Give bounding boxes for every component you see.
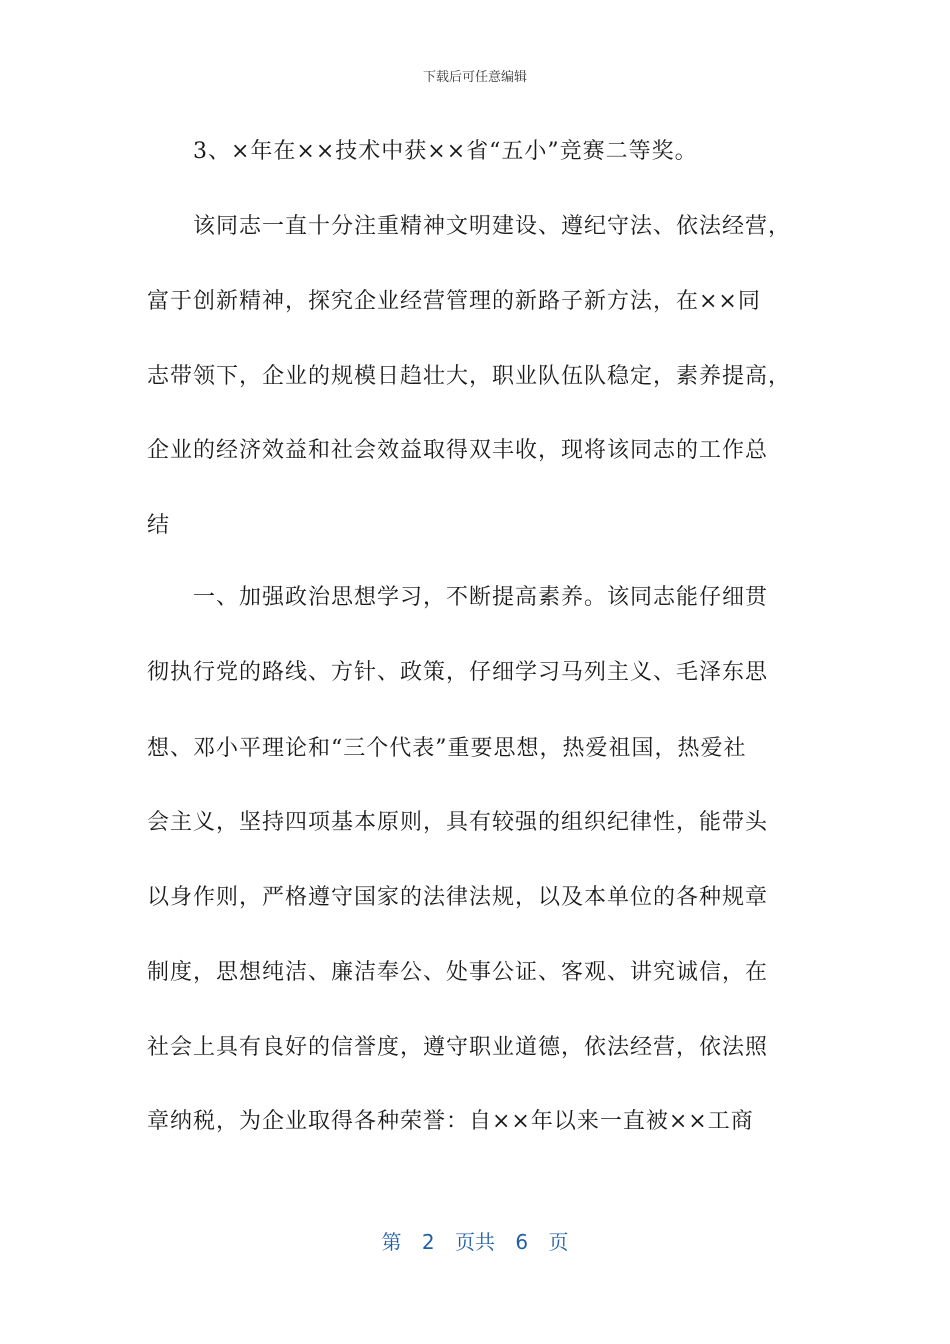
text-line: 章纳税，为企业取得各种荣誉：自××年以来一直被××工商 (147, 1109, 754, 1134)
text-line: 一、加强政治思想学习，不断提高素养。该同志能仔细贯 (193, 585, 769, 610)
text-line: 富于创新精神，探究企业经营管理的新路子新方法，在××同 (147, 289, 761, 314)
text-line: 3、×年在××技术中获××省“五小”竞赛二等奖。 (193, 139, 698, 164)
text-line: 以身作则，严格遵守国家的法律法规，以及本单位的各种规章 (147, 885, 769, 910)
text-line: 彻执行党的路线、方针、政策，仔细学习马列主义、毛泽东思 (147, 660, 769, 685)
text-line: 想、邓小平理论和“三个代表”重要思想，热爱祖国，热爱社 (147, 736, 747, 761)
text-line: 志带领下，企业的规模日趋壮大，职业队伍队稳定，素养提高， (147, 364, 792, 389)
text-line: 会主义，坚持四项基本原则，具有较强的组织纪律性，能带头 (147, 810, 769, 835)
page-header: 下载后可任意编辑 (422, 70, 527, 85)
text-line: 该同志一直十分注重精神文明建设、遵纪守法、依法经营， (193, 214, 792, 239)
footer-total-pages: 6 (515, 1230, 529, 1254)
text-line: 企业的经济效益和社会效益取得双丰收，现将该同志的工作总 (147, 438, 769, 463)
footer-suffix: 页 (548, 1230, 569, 1254)
text-line: 制度，思想纯洁、廉洁奉公、处事公证、客观、讲究诚信，在 (147, 960, 769, 985)
footer-middle: 页共 (455, 1230, 495, 1254)
footer-page-number: 2 (421, 1230, 435, 1254)
page-footer (0, 1226, 950, 1255)
footer-prefix: 第 (381, 1230, 402, 1254)
text-line: 结 (147, 513, 171, 538)
text-line: 社会上具有良好的信誉度，遵守职业道德，依法经营，依法照 (147, 1035, 769, 1060)
